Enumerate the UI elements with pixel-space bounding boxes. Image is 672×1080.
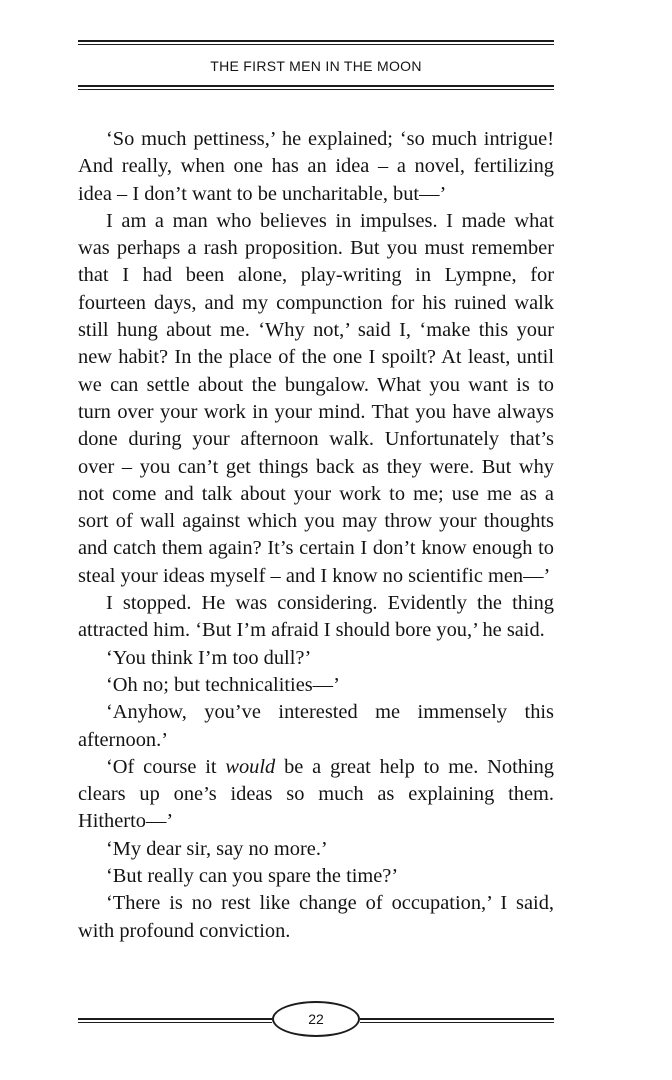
paragraph: ‘Anyhow, you’ve interested me immensely this afternoon.’ (78, 701, 554, 751)
paragraph: I stopped. He was considering. Evidently the thing attracted him. ‘But I’m afraid I should bore you,’ he said. (78, 592, 554, 642)
paragraph: I am a man who believes in impulses. I made what was perhaps a rash proposition. But you must remember that I had been alone, play-writing in Lympne, for fourteen days, and my compunction for his ruined walk still hung about me. ‘Why not,’ said I, ‘make this your new habit? In the place of the one I spoilt? At least, until we can settle about the bungalow. What you want is to turn over your work in your mind. That you have always done during your afternoon walk. Unfortunately that’s over – you can’t get things back as they were. But why not come and talk about your work to me; use me as a sort of wall against which you may throw your thoughts and catch them again? It’s certain I don’t know enough to steal your ideas myself – and I know no scientific men—’ (78, 209, 554, 587)
footer-rule-right (360, 1018, 554, 1023)
paragraph: ‘There is no rest like change of occupation,’ I said, with profound conviction. (78, 892, 554, 942)
paragraph: ‘So much pettiness,’ he explained; ‘so much intrigue! And really, when one has an idea – a novel, fertilizing idea – I don’t want to be uncharitable, but—’ (78, 128, 554, 205)
page-footer (78, 1001, 554, 1041)
emphasis-text: would (225, 755, 276, 778)
paragraph (78, 754, 554, 836)
running-header (78, 40, 554, 90)
paragraph-text: be a great help to me. Nothing clears up one’s ideas so much as explaining them. Hitherto—’ (78, 755, 554, 833)
paragraph: ‘Oh no; but technicalities—’ (106, 673, 340, 696)
page-number: 22 (272, 1001, 360, 1037)
body-text (78, 126, 554, 945)
paragraph: ‘But really can you spare the time?’ (106, 865, 399, 888)
footer-rule-left (78, 1018, 272, 1023)
paragraph: ‘You think I’m too dull?’ (106, 646, 312, 669)
paragraph-text: ‘Of course it (106, 755, 226, 778)
running-title: THE FIRST MEN IN THE MOON (210, 58, 422, 74)
paragraph: ‘My dear sir, say no more.’ (106, 837, 328, 860)
header-rule-bottom (78, 85, 554, 90)
